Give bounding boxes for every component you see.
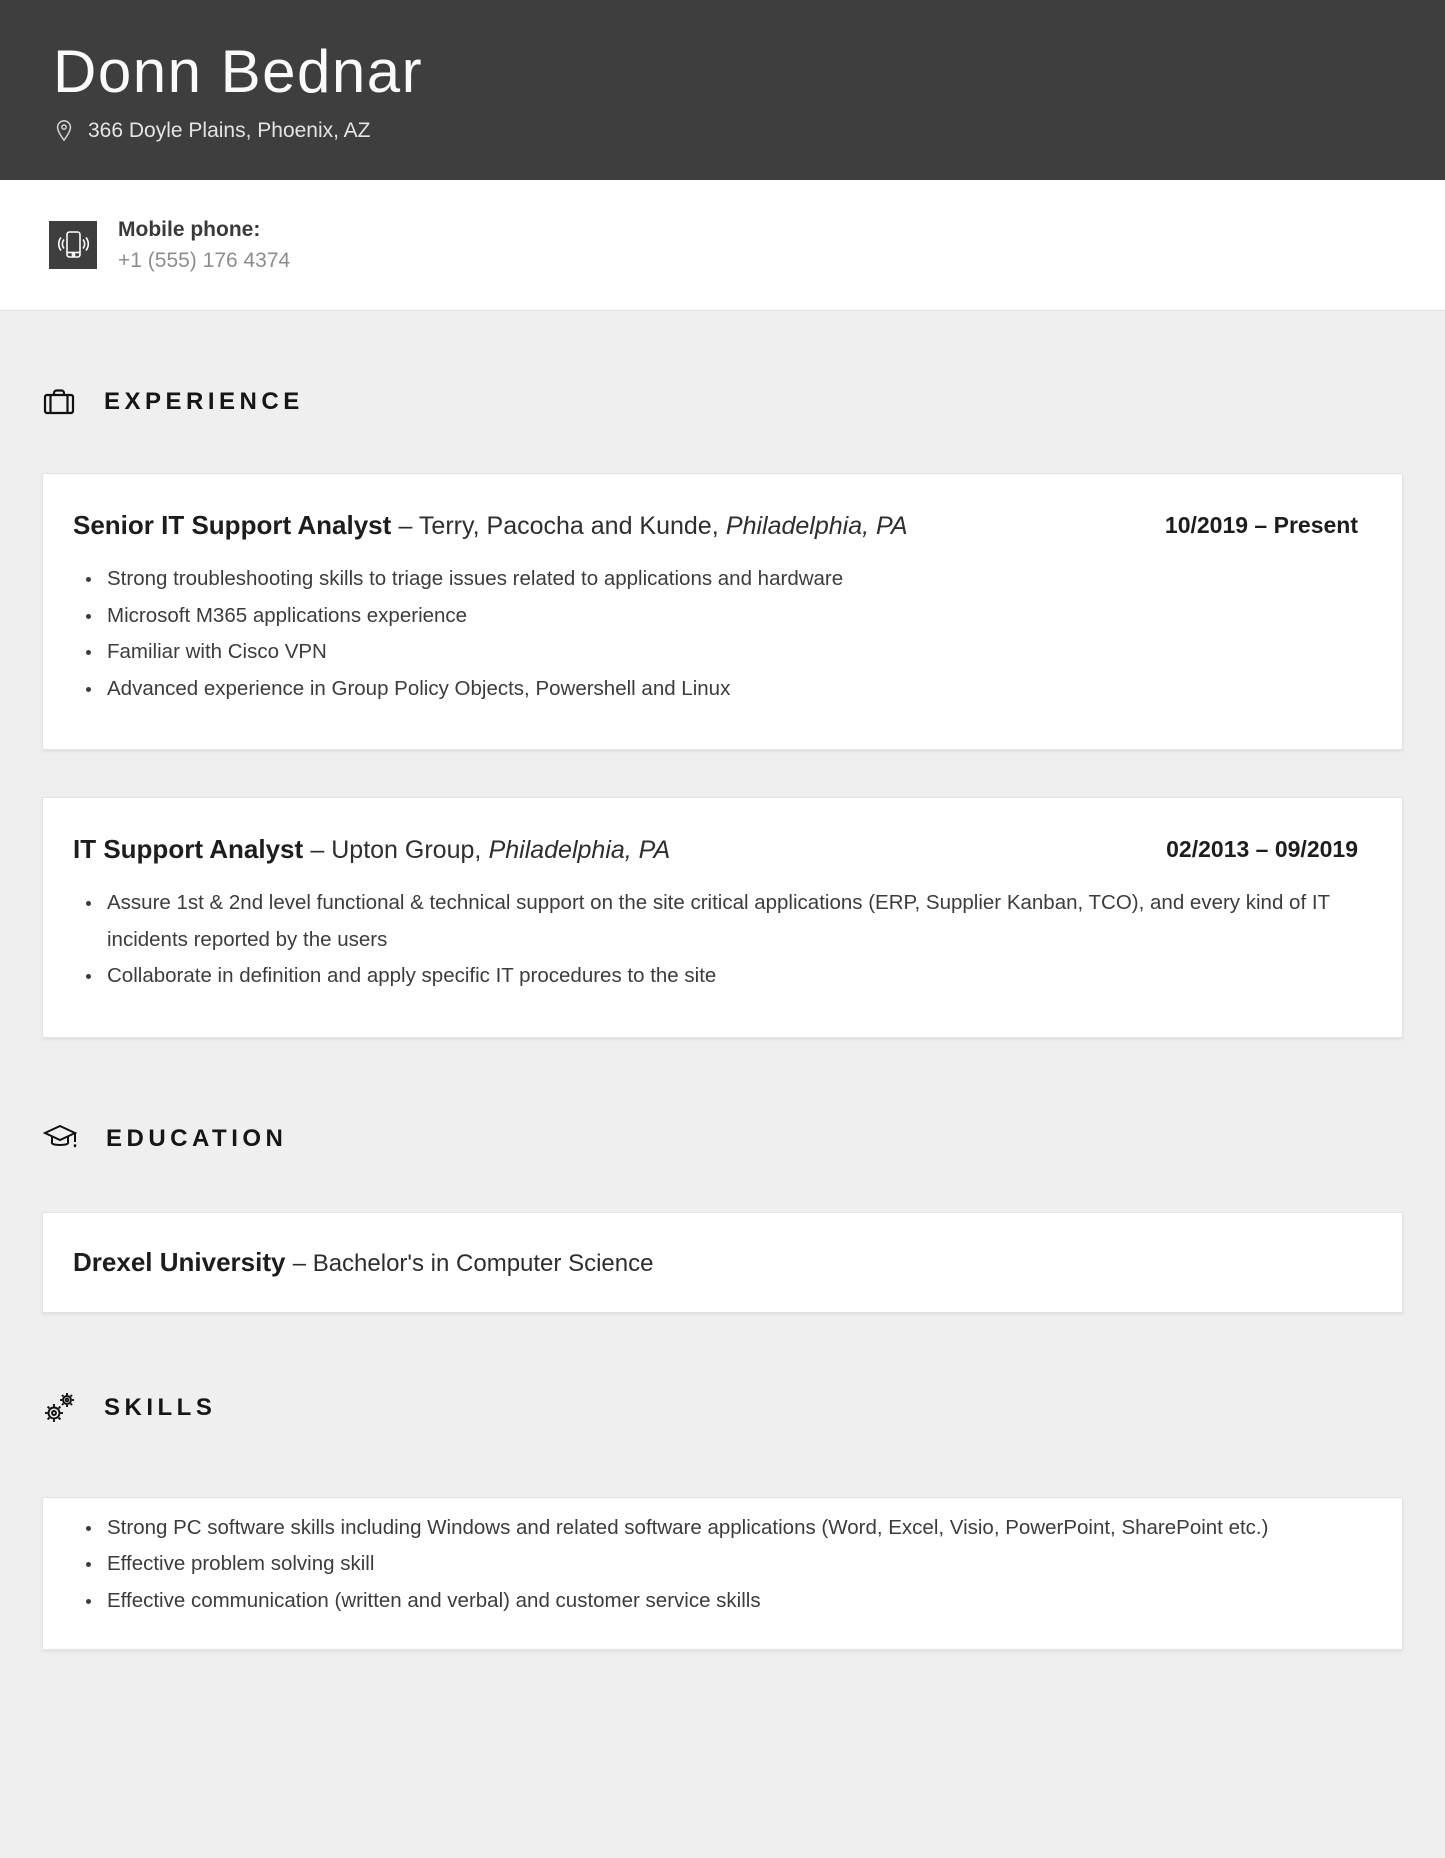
job-title-row [73, 510, 1358, 541]
job-bullet-list [73, 885, 1358, 995]
job-dates: 02/2013 – 09/2019 [1166, 836, 1358, 862]
skills-card [42, 1497, 1403, 1651]
mobile-phone-icon [49, 221, 97, 269]
job-bullet: • Familiar with Cisco VPN [103, 634, 1358, 671]
contact-text [118, 218, 290, 273]
job-title [73, 834, 700, 865]
job-bullet: • Microsoft M365 applications experience [103, 598, 1358, 635]
contact-label: Mobile phone: [118, 217, 261, 241]
job-company: – Terry, Pacocha and Kunde, [398, 512, 719, 540]
job-title [73, 510, 938, 541]
contact-band [0, 180, 1445, 311]
job-role: IT Support Analyst [73, 834, 304, 864]
resume-body [0, 311, 1445, 1710]
experience-card-it-support-analyst [42, 797, 1403, 1038]
experience-heading-label: EXPERIENCE [104, 388, 304, 415]
skill-bullet: • Effective problem solving skill [103, 1546, 1358, 1583]
person-name: Donn Bednar [53, 38, 424, 105]
graduation-cap-icon [42, 1122, 78, 1156]
job-bullet: • Collaborate in definition and apply specific IT procedures to the site [103, 958, 1358, 995]
job-location: Philadelphia, PA [725, 512, 908, 540]
contact-phone-number: +1 (555) 176 4374 [118, 248, 291, 272]
experience-card-senior-it-support-analyst [42, 473, 1403, 750]
education-school: Drexel University [73, 1246, 286, 1277]
skills-section-heading [42, 1313, 1403, 1425]
gears-icon [42, 1391, 76, 1425]
location-pin-icon [53, 118, 75, 144]
skill-bullet: • Effective communication (written and verbal) and customer service skills [103, 1583, 1358, 1620]
education-degree: – Bachelor's in Computer Science [292, 1249, 654, 1277]
education-heading-label: EDUCATION [106, 1124, 288, 1152]
location-text: 366 Doyle Plains, Phoenix, AZ [88, 119, 371, 142]
job-dates: 10/2019 – Present [1164, 512, 1358, 538]
education-card [42, 1212, 1403, 1313]
job-bullet: • Assure 1st & 2nd level functional & technical support on the site critical applications (ERP, Supplier Kanban, TCO), and every kind of IT incidents reported by the users [103, 885, 1358, 958]
job-role: Senior IT Support Analyst [73, 510, 392, 540]
location-row [53, 118, 1445, 144]
job-bullet: • Advanced experience in Group Policy Objects, Powershell and Linux [103, 671, 1358, 708]
job-bullet-list [73, 561, 1358, 707]
skill-bullet: • Strong PC software skills including Windows and related software applications (Word, Excel, Visio, PowerPoint, SharePoint etc.) [103, 1510, 1358, 1547]
skills-bullet-list [73, 1510, 1358, 1620]
briefcase-icon [42, 385, 76, 419]
job-title-row [73, 834, 1358, 865]
education-section-heading [42, 1038, 1403, 1156]
experience-section-heading [42, 311, 1403, 419]
header [0, 0, 1445, 180]
skills-heading-label: SKILLS [104, 1393, 217, 1421]
education-line [73, 1247, 1372, 1278]
job-bullet: • Strong troubleshooting skills to triage issues related to applications and hardware [103, 561, 1358, 598]
job-location: Philadelphia, PA [488, 836, 671, 864]
job-company: – Upton Group, [310, 836, 482, 864]
